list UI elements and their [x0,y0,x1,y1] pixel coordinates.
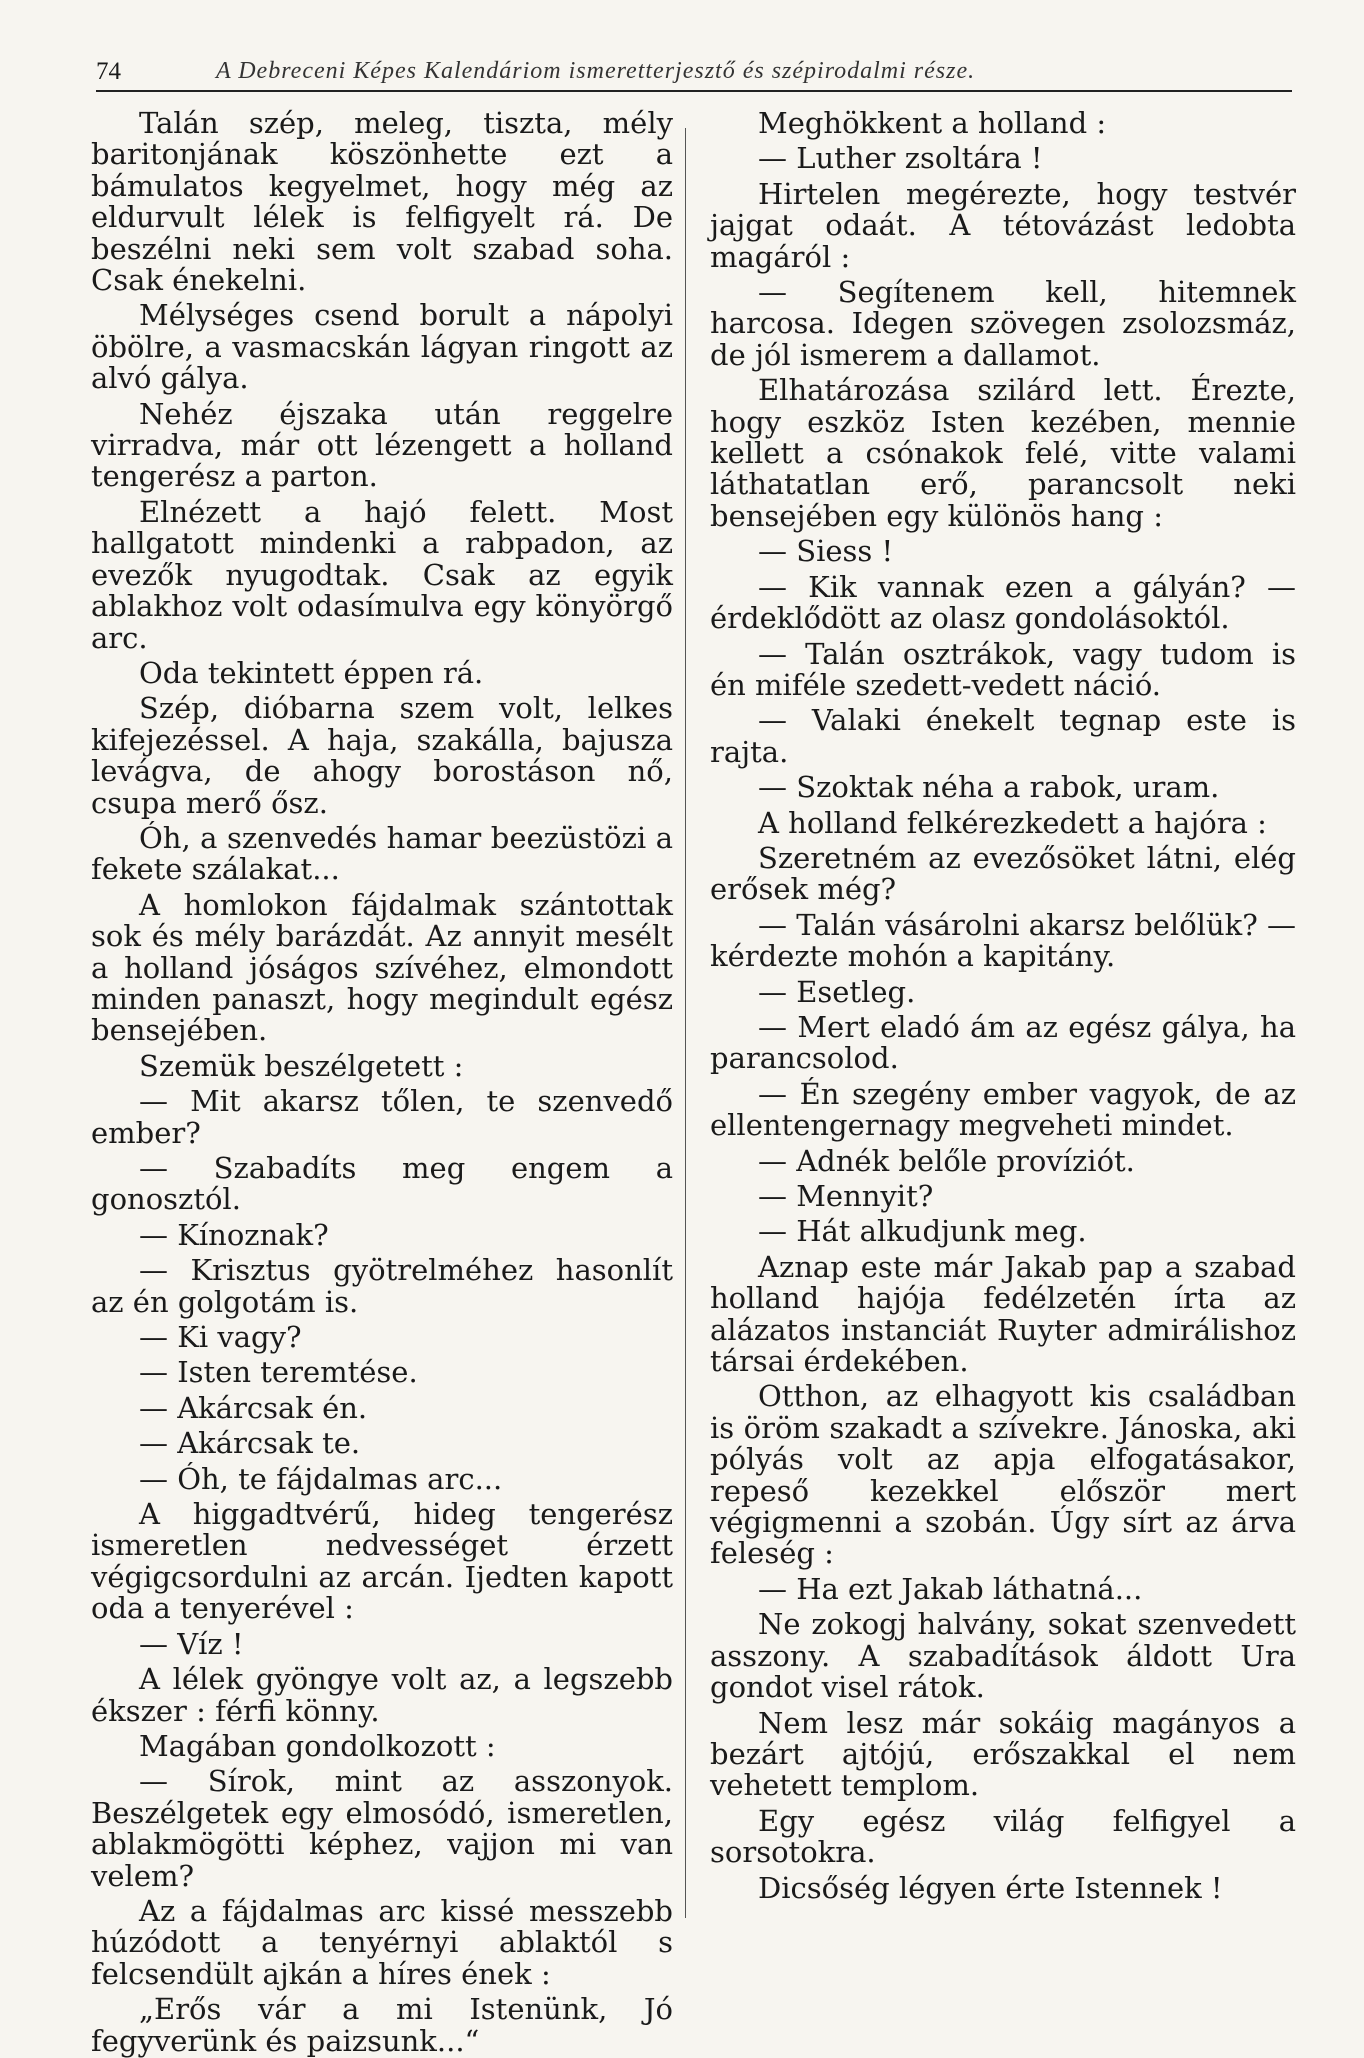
paragraph: — Hát alkudjunk meg. [758,1214,1087,1249]
paragraph: Óh, a szenvedés hamar beezüstözi a fekete szálakat... [91,820,673,887]
paragraph: — Ha ezt Jakab láthatná... [758,1571,1143,1606]
paragraph: — Én szegény ember vagyok, de az ellentengernagy megveheti mindet. [710,1076,1296,1143]
paragraph: — Víz ! [139,1626,244,1661]
paragraph: Nehéz éjszaka után reggelre virradva, már ott lézengett a holland tengerész a parton. [91,396,673,494]
page-number: 74 [96,58,121,85]
paragraph: — Mert eladó ám az egész gálya, ha parancsolod. [710,1009,1296,1076]
paragraph: — Mennyit? [758,1179,934,1213]
paragraph: Szemük beszélgetett : [139,1048,464,1083]
page-header [96,48,1292,92]
paragraph: — Talán vásárolni akarsz belőlük? — kérdezte mohón a kapitány. [710,907,1296,974]
paragraph: — Szabadíts meg engem a gonosztól. [91,1151,673,1217]
paragraph: — Akárcsak te. [139,1426,361,1461]
paragraph: A holland felkérezkedett a hajóra : [758,805,1267,840]
column-divider [685,128,686,1918]
paragraph: — Esetleg. [758,974,916,1009]
paragraph: — Kínoznak? [139,1217,329,1252]
paragraph: — Talán osztrákok, vagy tudom is én miféle szedett-vedett náció. [710,636,1296,702]
paragraph: — Akárcsak én. [139,1390,368,1425]
paragraph: Szeretném az evezősöket látni, elég erősek még? [710,840,1296,907]
paragraph: — Krisztus gyötrelméhez hasonlít az én golgotám is. [91,1253,673,1319]
paragraph: Hirtelen megérezte, hogy testvér jajgat odaát. A tétovázást ledobta magáról : [710,176,1296,274]
paragraph: Ne zokogj halvány, sokat szenvedett asszony. A szabadítások áldott Ura gondot visel rátok. [710,1607,1296,1705]
paragraph: — Ki vagy? [139,1320,302,1355]
paragraph: Az a fájdalmas arc kissé messzebb húzódott a tenyérnyi ablaktól s felcsendült ajkán a híres ének : [91,1893,673,1991]
paragraph: Nem lesz már sokáig magányos a bezárt ajtójú, erőszakkal el nem vehetett templom. [710,1705,1296,1803]
paragraph: — Szoktak néha a rabok, uram. [758,770,1220,805]
paragraph: — Segítenem kell, hitemnek harcosa. Idegen szövegen zsolozsmáz, de jól ismerem a dallamot. [710,275,1296,372]
running-title: A Debreceni Képes Kalendáriom ismeretterjesztő és szépirodalmi része. [216,58,976,84]
paragraph: Egy egész világ felfigyel a sorsotokra. [710,1803,1296,1870]
paragraph: — Luther zsoltára ! [758,141,1043,176]
paragraph: — Kik vannak ezen a gályán? — érdeklődött az olasz gondolásoktól. [710,569,1296,636]
paragraph: Magában gondolkozott : [139,1728,496,1763]
right-column [710,108,1296,1978]
paragraph: Mélységes csend borult a nápolyi öbölre, a vasmacskán lágyan ringott az alvó gálya. [91,298,673,396]
paragraph: Szép, dióbarna szem volt, lelkes kifejezéssel. A haja, szakálla, bajusza levágva, de ahogy borostáson nő, csupa merő ősz. [91,691,673,820]
paragraph: Elnézett a hajó felett. Most hallgatott mindenki a rabpadon, az evezők nyugodtak. Csak az egyik ablakhoz volt odasímulva egy könyörgő arc. [91,494,673,655]
paragraph: „Erős vár a mi Istenünk, Jó fegyverünk és paizsunk...“ [91,1992,673,2058]
paragraph: Talán szép, meleg, tiszta, mély baritonjának köszönhette ezt a bámulatos kegyelmet, hogy még az eldurvult lélek is felfigyelt rá. De beszélni neki sem volt szabad soha. Csak énekelni. [91,106,673,298]
paragraph: A homlokon fájdalmak szántottak sok és mély barázdát. Az annyit mesélt a holland jóságos szívéhez, elmondott minden panaszt, hogy megindult egész bensejében. [91,887,673,1048]
paragraph: — Mit akarsz tőlen, te szenvedő ember? [91,1084,673,1150]
paragraph: — Siess ! [758,534,894,569]
paragraph: A higgadtvérű, hideg tengerész ismeretlen nedvességet érzett végigcsordulni az arcán. Ijedten kapott oda a tenyerével : [91,1497,673,1626]
paragraph: Elhatározása szilárd lett. Érezte, hogy eszköz Isten kezében, mennie kellett a csónakok felé, vitte valami láthatatlan erő, parancsolt neki bensejében egy különös hang : [710,373,1296,533]
paragraph: — Sírok, mint az asszonyok. Beszélgetek egy elmosódó, ismeretlen, ablakmögötti képhez, vajjon mi van velem? [91,1764,673,1893]
paragraph: — Valaki énekelt tegnap este is rajta. [710,703,1296,769]
paragraph: — Óh, te fájdalmas arc... [139,1461,503,1496]
paragraph: — Isten teremtése. [139,1355,418,1390]
paragraph: Meghökkent a holland : [758,106,1107,140]
paragraph: Otthon, az elhagyott kis családban is öröm szakadt a szívekre. Jánoska, aki pólyás volt az apja elfogatásakor, repeső kezekkel először mert végigmenni a szobán. Úgy sírt az árva feleség : [710,1379,1296,1571]
paragraph: Dicsőség légyen érte Istennek ! [758,1870,1223,1905]
paragraph: Oda tekintett éppen rá. [139,655,484,690]
paragraph: Aznap este már Jakab pap a szabad holland hajója fedélzetén írta az alázatos instanciát Ruyter admirálishoz társai érdekében. [710,1249,1296,1379]
paragraph: — Adnék belőle províziót. [758,1143,1135,1178]
paragraph: A lélek gyöngye volt az, a legszebb ékszer : férfi könny. [91,1662,673,1728]
left-column [91,106,673,2058]
